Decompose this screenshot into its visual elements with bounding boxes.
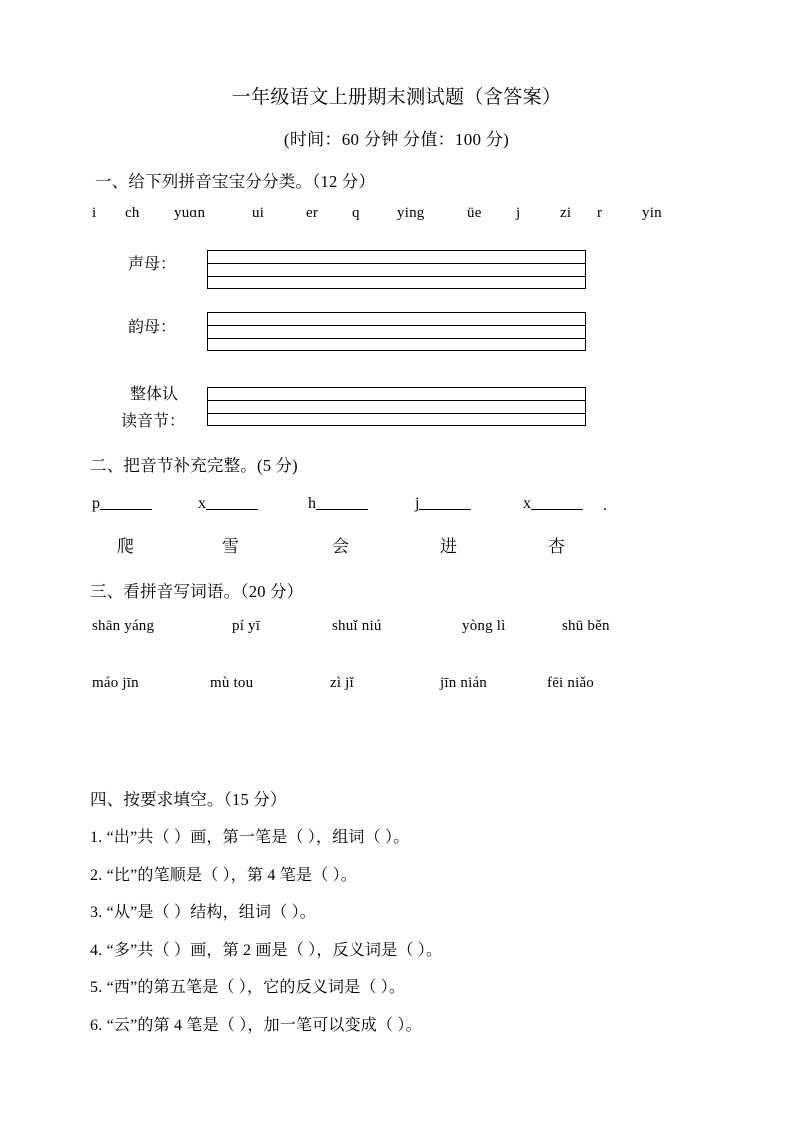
pinyin-word: pí yī — [232, 618, 261, 634]
answer-blank-underline[interactable] — [100, 495, 152, 510]
section-two-heading: 二、把音节补充完整。(5 分) — [90, 456, 298, 475]
pinyin-token: r — [597, 205, 603, 221]
syllable-initial: h — [308, 495, 316, 512]
syllable-initial: x — [198, 495, 206, 512]
page-title: 一年级语文上册期末测试题（含答案） — [231, 87, 562, 108]
pinyin-token: zi — [560, 205, 572, 221]
pinyin-word: fēi niǎo — [547, 675, 594, 691]
pinyin-word: máo jīn — [92, 675, 139, 691]
pinyin-token: q — [352, 205, 360, 221]
answer-box-shengmu[interactable] — [207, 250, 586, 289]
pinyin-word: yòng lì — [462, 618, 506, 634]
answer-blank-underline[interactable] — [419, 495, 471, 510]
section-one-heading: 一、给下列拼音宝宝分分类。（12 分） — [95, 172, 376, 191]
prompt-hanzi: 会 — [332, 537, 349, 556]
box-rule-1 — [208, 400, 585, 401]
section-three-heading: 三、看拼音写词语。（20 分） — [90, 582, 304, 601]
syllable-blank-item[interactable] — [415, 495, 471, 513]
pinyin-word: shān yáng — [92, 618, 155, 634]
trailing-period: . — [603, 497, 607, 514]
syllable-blank-item[interactable] — [198, 495, 258, 513]
answer-box-yunmu[interactable] — [207, 312, 586, 351]
pinyin-token: i — [92, 205, 97, 221]
category-label-zhengtirenduyinjie-line1: 整体认 — [130, 386, 179, 403]
answer-box-zhengtirenduyinjie[interactable] — [207, 387, 586, 426]
fill-in-question[interactable]: 2. “比”的笔顺是（ ），第 4 笔是（ ）。 — [90, 866, 358, 884]
syllable-blank-item[interactable] — [92, 495, 152, 513]
pinyin-token: yin — [642, 205, 662, 221]
category-label-shengmu: 声母： — [128, 256, 177, 273]
fill-in-question[interactable]: 4. “多”共（ ）画，第 2 画是（ ），反义词是（ ）。 — [90, 941, 443, 959]
section-one-pinyin-list — [92, 205, 662, 225]
pinyin-token: er — [306, 205, 319, 221]
pinyin-word: mù tou — [210, 675, 254, 691]
prompt-hanzi: 进 — [440, 537, 457, 556]
answer-blank-underline[interactable] — [316, 495, 368, 510]
pinyin-word: zì jǐ — [330, 675, 354, 691]
box-rule-2 — [208, 338, 585, 339]
answer-blank-underline[interactable] — [531, 495, 583, 510]
fill-in-question[interactable]: 3. “从”是（ ）结构，组词（ ）。 — [90, 904, 317, 921]
prompt-hanzi: 杏 — [548, 537, 565, 556]
pinyin-token: j — [516, 205, 521, 221]
fill-in-question[interactable]: 5. “西”的第五笔是（ ），它的反义词是（ ）。 — [90, 979, 406, 996]
syllable-blank-item[interactable] — [523, 495, 583, 513]
syllable-initial: j — [415, 495, 420, 512]
pinyin-token: ui — [252, 205, 265, 221]
fill-in-question[interactable]: 1. “出”共（ ）画，第一笔是（ ），组词（ ）。 — [90, 829, 410, 846]
box-rule-2 — [208, 276, 585, 277]
pinyin-word: shū běn — [562, 618, 610, 634]
section-four-heading: 四、按要求填空。（15 分） — [90, 790, 287, 809]
syllable-initial: p — [92, 495, 100, 512]
pinyin-token: ying — [397, 205, 425, 221]
pinyin-word: jīn nián — [440, 675, 488, 691]
box-rule-2 — [208, 413, 585, 414]
pinyin-token: yuɑn — [174, 205, 206, 221]
prompt-hanzi: 雪 — [222, 537, 239, 556]
pinyin-word: shuǐ niú — [332, 618, 382, 634]
page-subtitle: (时间：60 分钟 分值：100 分) — [283, 130, 510, 149]
pinyin-token: ch — [125, 205, 140, 221]
pinyin-token: üe — [467, 205, 482, 221]
box-rule-1 — [208, 263, 585, 264]
fill-in-question[interactable]: 6. “云”的第 4 笔是（ ），加一笔可以变成（ ）。 — [90, 1016, 422, 1034]
syllable-initial: x — [523, 495, 531, 512]
category-label-yunmu: 韵母： — [128, 319, 177, 336]
syllable-blank-item[interactable] — [308, 495, 368, 513]
prompt-hanzi: 爬 — [117, 537, 134, 556]
box-rule-1 — [208, 325, 585, 326]
answer-blank-underline[interactable] — [206, 495, 258, 510]
category-label-zhengtirenduyinjie-line2: 读音节： — [121, 413, 186, 430]
